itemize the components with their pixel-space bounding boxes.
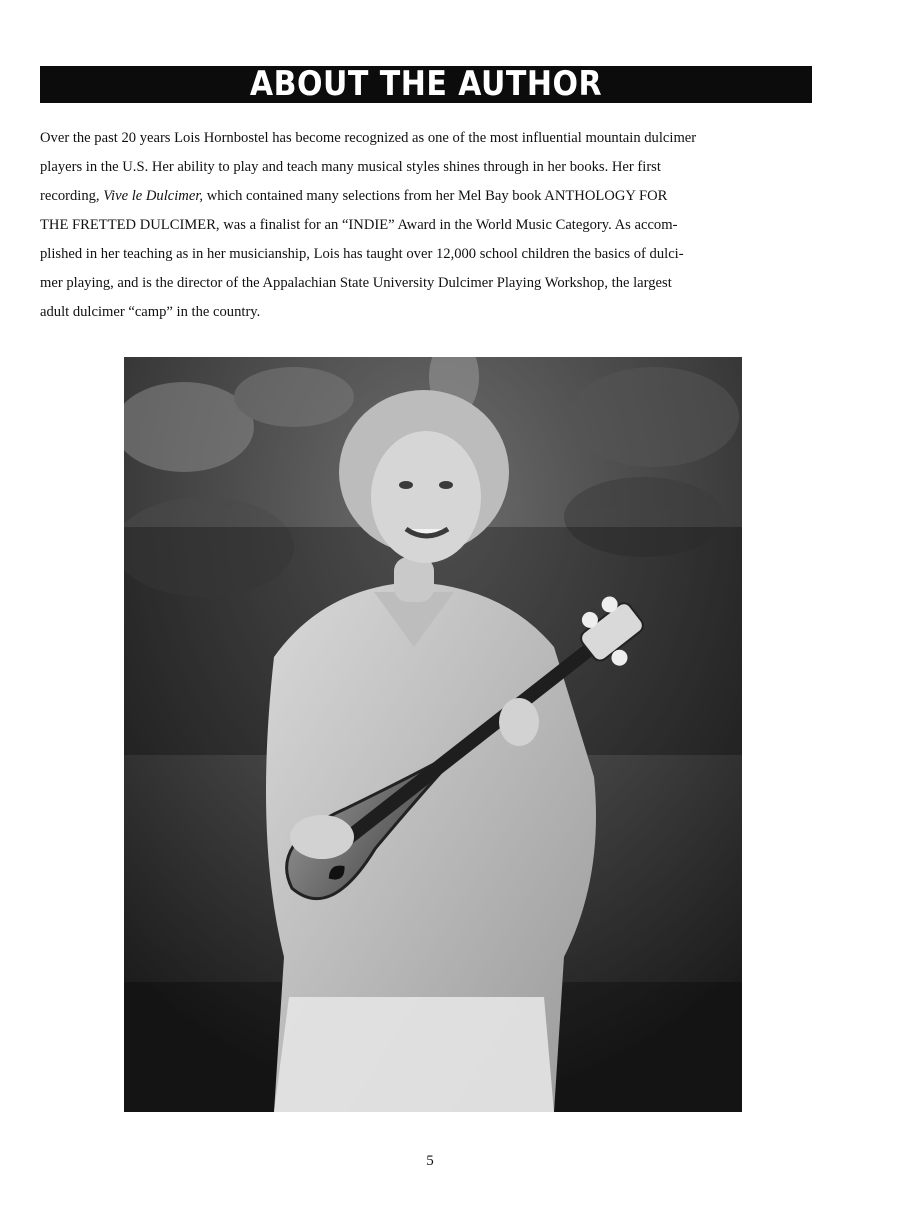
bio-line: mer playing, and is the director of the Appalachian State University Dulcimer Playing Workshop, the largest bbox=[40, 275, 672, 291]
bio-text: recording, bbox=[40, 188, 104, 204]
recording-title: Vive le Dulcimer, bbox=[103, 188, 204, 204]
eye bbox=[439, 481, 453, 489]
bio-line: players in the U.S. Her ability to play and teach many musical styles shines through in her books. Her first bbox=[40, 159, 661, 175]
section-banner bbox=[40, 66, 812, 103]
author-portrait-illustration bbox=[124, 357, 742, 1112]
bio-line: THE FRETTED DULCIMER, was a finalist for an “INDIE” Award in the World Music Category. As accom- bbox=[40, 217, 678, 233]
author-photo bbox=[124, 357, 742, 1112]
page-number: 5 bbox=[426, 1153, 434, 1169]
page-title: ABOUT THE AUTHOR bbox=[249, 64, 603, 105]
bio-text: which contained many selections from her Mel Bay book ANTHOLOGY FOR bbox=[203, 188, 668, 204]
face bbox=[371, 431, 481, 563]
right-hand bbox=[499, 698, 539, 746]
bio-line: plished in her teaching as in her musicianship, Lois has taught over 12,000 school children the basics of dulci- bbox=[40, 246, 684, 262]
left-hand bbox=[290, 815, 354, 859]
trousers bbox=[274, 997, 554, 1112]
bio-line: Over the past 20 years Lois Hornbostel has become recognized as one of the most influential mountain dulcimer bbox=[40, 130, 697, 146]
eye bbox=[399, 481, 413, 489]
smile bbox=[406, 529, 448, 536]
bio-line bbox=[40, 182, 815, 211]
bio-line: adult dulcimer “camp” in the country. bbox=[40, 304, 261, 320]
neck bbox=[394, 557, 434, 602]
author-bio bbox=[40, 124, 815, 327]
